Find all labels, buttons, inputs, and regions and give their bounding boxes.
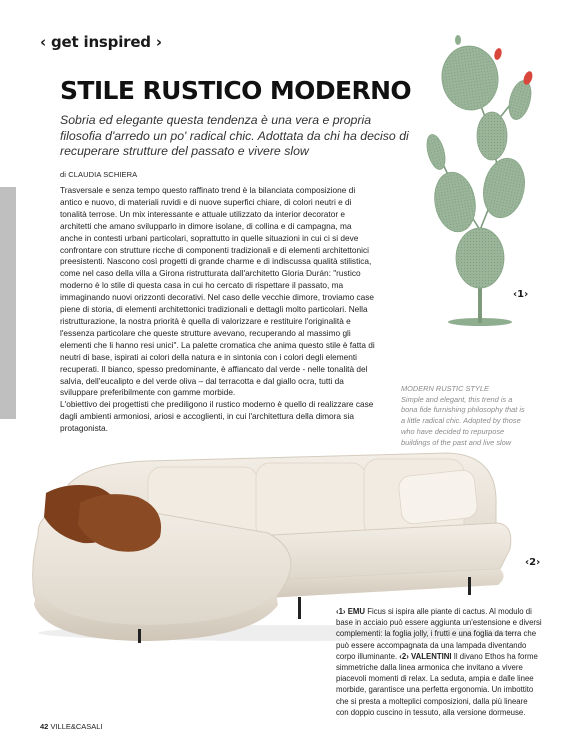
page-footer [40, 722, 103, 731]
product-2-description: Il divano Ethos ha forme simmetriche dalla linea armonica che invitano a vivere piacevoli momenti di relax. La seduta, ampia e dalle linee morbide, garantisce una perfetta ergonomia. Un imbottito che si presta a molteplici composizioni, dalla più lineare con doppio cuscino in tessuto, alla versione dormeuse. [336, 651, 538, 717]
body-paragraph-1: Trasversale e senza tempo questo raffinato trend è la bilanciata composizione di antico e nuovo, di materiali ruvidi e di nuove superfici chiare, di colori neutri e di tonalità terrose. Un mix interessante e attuale utilizzato da interior decorator e architetti che amano svilupparlo in dimore isolane, di collina e di campagna, ma anche in contesti urbani particolari, soprattutto in quelle situazioni in cui ci si deve confrontare con strutture ricche di componenti tradizionali e di elementi architettonici preesistenti. Nascono così progetti di grande charme e di indiscussa qualità stilistica, come nel caso della villa a Girona ristrutturata dall'architetto Gloria Durán: "rustico moderno è lo stile di questa casa in cui ho cercato di rispettare il passato, ma immaginando nuovi orizzonti decorativi. Nel caso delle vecchie dimore, troviamo case piene di storia, di elementi architettonici tradizionali e dettagli molto particolari. Nella ristrutturazione, la nostra priorità è quella di valorizzare e restituire l'originalità e l'essenza particolare che queste strutture avevano, recuperando al massimo gli elementi che li hanno resi unici". La palette cromatica che anima questo stile è fatta di neutri di base, ispirati ai colori della natura e in sintonia con i colori degli elementi recuperati. Il bianco, spesso predominante, è affiancato dal verde - nelle tonalità del salvia, dell'eucalipto e del verde oliva – dal terracotta e dal giallo ocra, tutti da sviluppare preferibilmente con gamme morbide. [60, 185, 375, 398]
article-subtitle: Sobria ed elegante questa tendenza è una vera e propria filosofia d'arredo un po' radical chic. Adottata da chi ha deciso di recuperare strutture del passato e vivere slow [60, 113, 409, 158]
side-accent-bar [0, 187, 16, 419]
product-2-name: ‹2› VALENTINI [399, 651, 452, 661]
article-title: STILE RUSTICO MODERNO [60, 76, 412, 105]
product-caption [336, 606, 542, 718]
article-body [60, 185, 375, 435]
magazine-name: VILLE&CASALI [50, 722, 103, 731]
article-byline: di CLAUDIA SCHIERA [60, 170, 138, 179]
image-label-2: ‹2› [525, 557, 541, 568]
product-1-name: ‹1› EMU [336, 607, 366, 616]
page-number: 42 [40, 722, 49, 731]
section-label: ‹ get inspired › [40, 33, 162, 51]
english-caption [401, 384, 529, 448]
body-paragraph-2: L'obiettivo dei progettisti che prediligono il rustico moderno è quello di realizzare case dagli ambienti armoniosi, ariosi e accoglienti, in cui l'architettura della dimora sia protagonista. [60, 399, 374, 434]
product-1-description: Ficus si ispira alle piante di cactus. Al modulo di base in acciaio può essere aggiunta un'estensione e diversi complementi: la foglia jolly, i frutti e una foglia da terra che può essere accompagnata da una lampada diventando corpo illuminante. [336, 607, 542, 661]
english-caption-title: MODERN RUSTIC STYLE [401, 384, 489, 393]
english-caption-text: Simple and elegant, this trend is a bona fide furnishing philosophy that is a little radical chic. Adopted by those who have decided to repurpose buildings of the past and live slow [401, 394, 525, 447]
image-label-1: ‹1› [513, 289, 529, 300]
